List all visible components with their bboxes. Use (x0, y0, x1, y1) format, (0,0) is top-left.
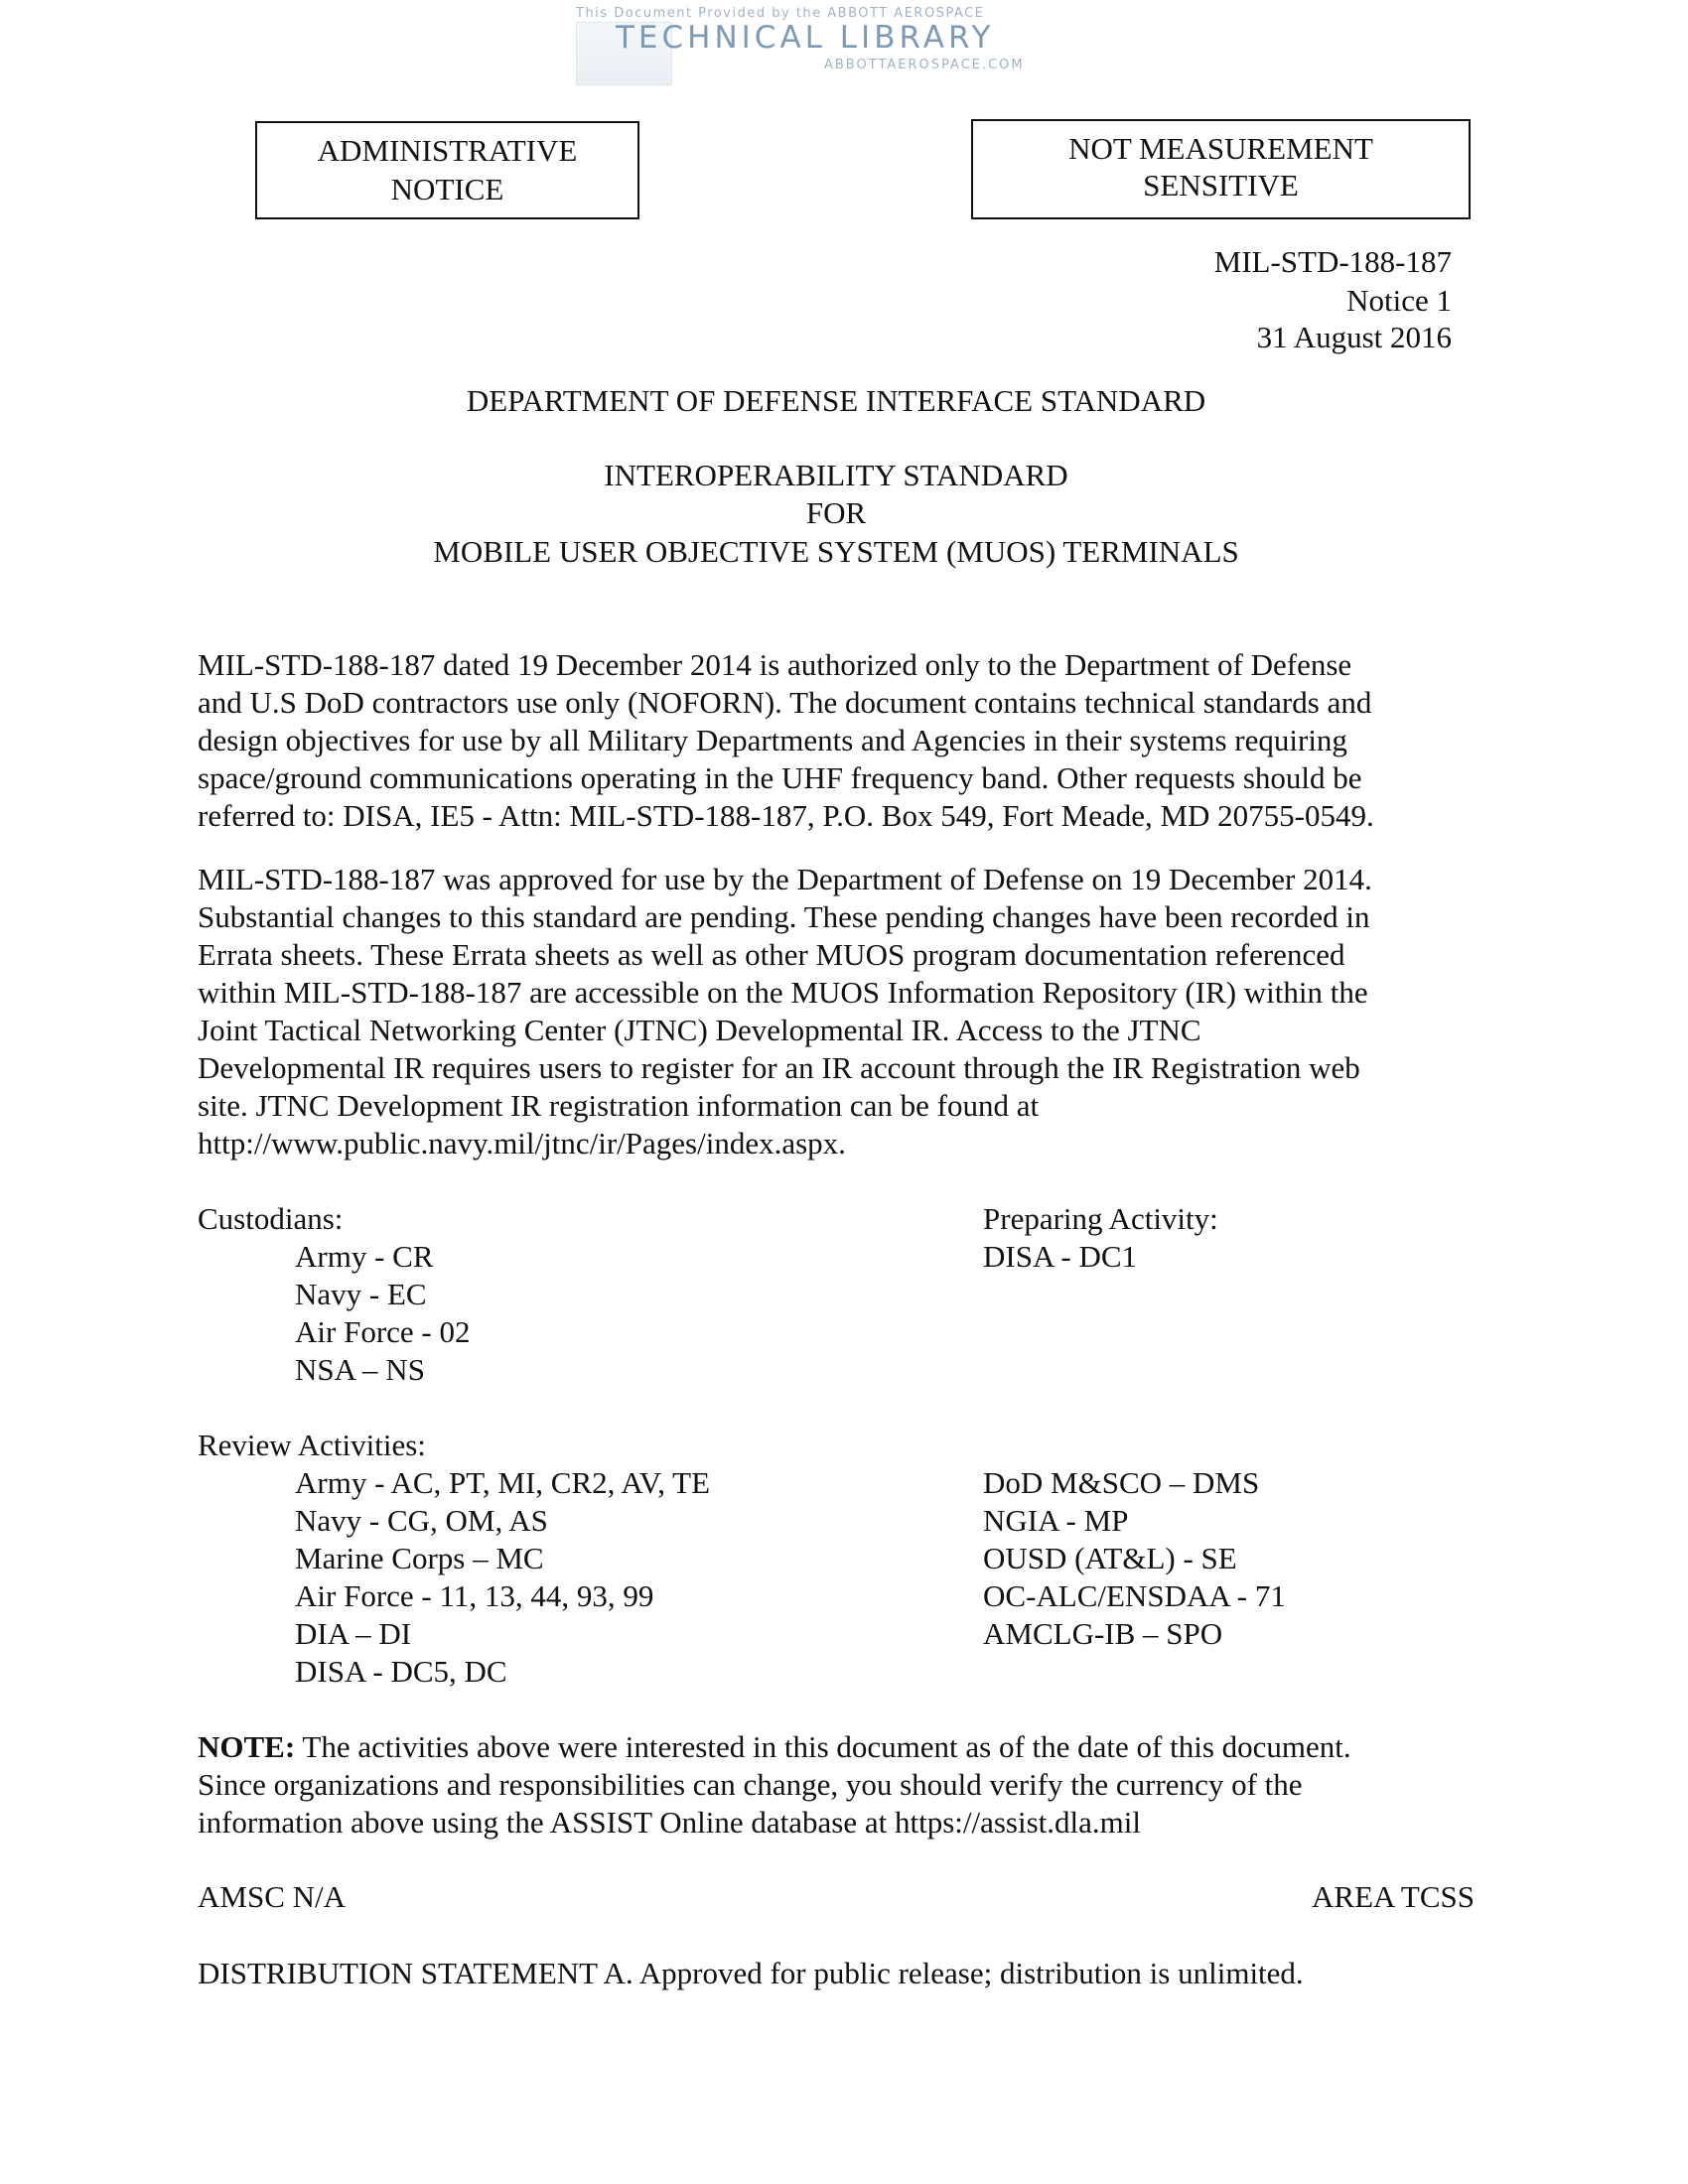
paragraph-line: MIL-STD-188-187 dated 19 December 2014 is authorized only to the Department of Defense (198, 647, 1352, 682)
paragraph-line: Developmental IR requires users to register for an IR account through the IR Registration web (198, 1050, 1360, 1085)
box-line: NOTICE (390, 172, 504, 206)
paragraph-line: Substantial changes to this standard are pending. These pending changes have been recorded in (198, 899, 1370, 934)
review-item: Army - AC, PT, MI, CR2, AV, TE (295, 1465, 711, 1500)
review-item: OC-ALC/ENSDAA - 71 (983, 1578, 1286, 1613)
review-item: DoD M&SCO – DMS (983, 1465, 1260, 1500)
paragraph-line: within MIL-STD-188-187 are accessible on the MUOS Information Repository (IR) within the (198, 975, 1368, 1010)
amsc-number: AMSC N/A (198, 1879, 347, 1914)
paragraph-line: Errata sheets. These Errata sheets as well as other MUOS program documentation referenced (198, 937, 1345, 972)
note-label: NOTE: (198, 1729, 296, 1764)
custodians-label: Custodians: (198, 1201, 344, 1236)
preparing-activity-value: DISA - DC1 (983, 1239, 1138, 1274)
administrative-notice-box (255, 121, 639, 219)
notice-date: 31 August 2016 (1256, 320, 1452, 354)
box-line: NOT MEASUREMENT (1068, 131, 1373, 166)
box-line: ADMINISTRATIVE (317, 133, 578, 168)
note-line (198, 1728, 1351, 1766)
watermark-line3: ABBOTTAEROSPACE.COM (824, 58, 1025, 72)
note-line: information above using the ASSIST Online database at https://assist.dla.mil (198, 1805, 1141, 1840)
paragraph-line: MIL-STD-188-187 was approved for use by the Department of Defense on 19 December 2014. (198, 862, 1372, 896)
note-line: Since organizations and responsibilities can change, you should verify the currency of the (198, 1767, 1303, 1802)
review-item: DISA - DC5, DC (295, 1654, 507, 1689)
paragraph-line: and U.S DoD contractors use only (NOFORN). The document contains technical standards and (198, 685, 1372, 720)
review-item: Air Force - 11, 13, 44, 93, 99 (295, 1578, 654, 1613)
box-line: SENSITIVE (1143, 168, 1299, 203)
review-item: NGIA - MP (983, 1503, 1129, 1538)
watermark-line2: TECHNICAL LIBRARY (616, 20, 995, 56)
title-line: MOBILE USER OBJECTIVE SYSTEM (MUOS) TERMINALS (433, 534, 1239, 569)
preparing-activity-label: Preparing Activity: (983, 1201, 1218, 1236)
paragraph-line: referred to: DISA, IE5 - Attn: MIL-STD-188-187, P.O. Box 549, Fort Meade, MD 20755-0549. (198, 798, 1374, 833)
abbott-aerospace-watermark (556, 0, 1092, 89)
custodian-item: NSA – NS (295, 1352, 425, 1387)
distribution-statement: DISTRIBUTION STATEMENT A. Approved for public release; distribution is unlimited. (198, 1956, 1304, 1990)
title-line: FOR (805, 495, 867, 530)
paragraph-line: design objectives for use by all Military Departments and Agencies in their systems requiring (198, 723, 1347, 757)
review-item: OUSD (AT&L) - SE (983, 1541, 1237, 1575)
note-text: The activities above were interested in this document as of the date of this document. (295, 1729, 1351, 1764)
area-code: AREA TCSS (1312, 1879, 1475, 1914)
review-item: Navy - CG, OM, AS (295, 1503, 548, 1538)
paragraph-line: Joint Tactical Networking Center (JTNC) Developmental IR. Access to the JTNC (198, 1013, 1201, 1047)
review-item: AMCLG-IB – SPO (983, 1616, 1223, 1651)
review-activities-label: Review Activities: (198, 1428, 426, 1462)
paragraph-line: space/ground communications operating in the UHF frequency band. Other requests should be (198, 760, 1362, 795)
custodian-item: Army - CR (295, 1239, 434, 1274)
registration-url[interactable]: http://www.public.navy.mil/jtnc/ir/Pages/index.aspx. (198, 1126, 846, 1160)
document-id: MIL-STD-188-187 (1213, 244, 1452, 279)
custodian-item: Air Force - 02 (295, 1314, 471, 1349)
title-line: INTEROPERABILITY STANDARD (604, 458, 1068, 492)
not-measurement-sensitive-box (971, 119, 1471, 219)
watermark-line1: This Document Provided by the ABBOTT AEROSPACE (576, 6, 985, 21)
custodian-item: Navy - EC (295, 1277, 427, 1311)
review-item: Marine Corps – MC (295, 1541, 544, 1575)
review-item: DIA – DI (295, 1616, 412, 1651)
notice-number: Notice 1 (1346, 283, 1452, 318)
paragraph-line: site. JTNC Development IR registration information can be found at (198, 1088, 1040, 1123)
department-heading: DEPARTMENT OF DEFENSE INTERFACE STANDARD (466, 383, 1206, 418)
